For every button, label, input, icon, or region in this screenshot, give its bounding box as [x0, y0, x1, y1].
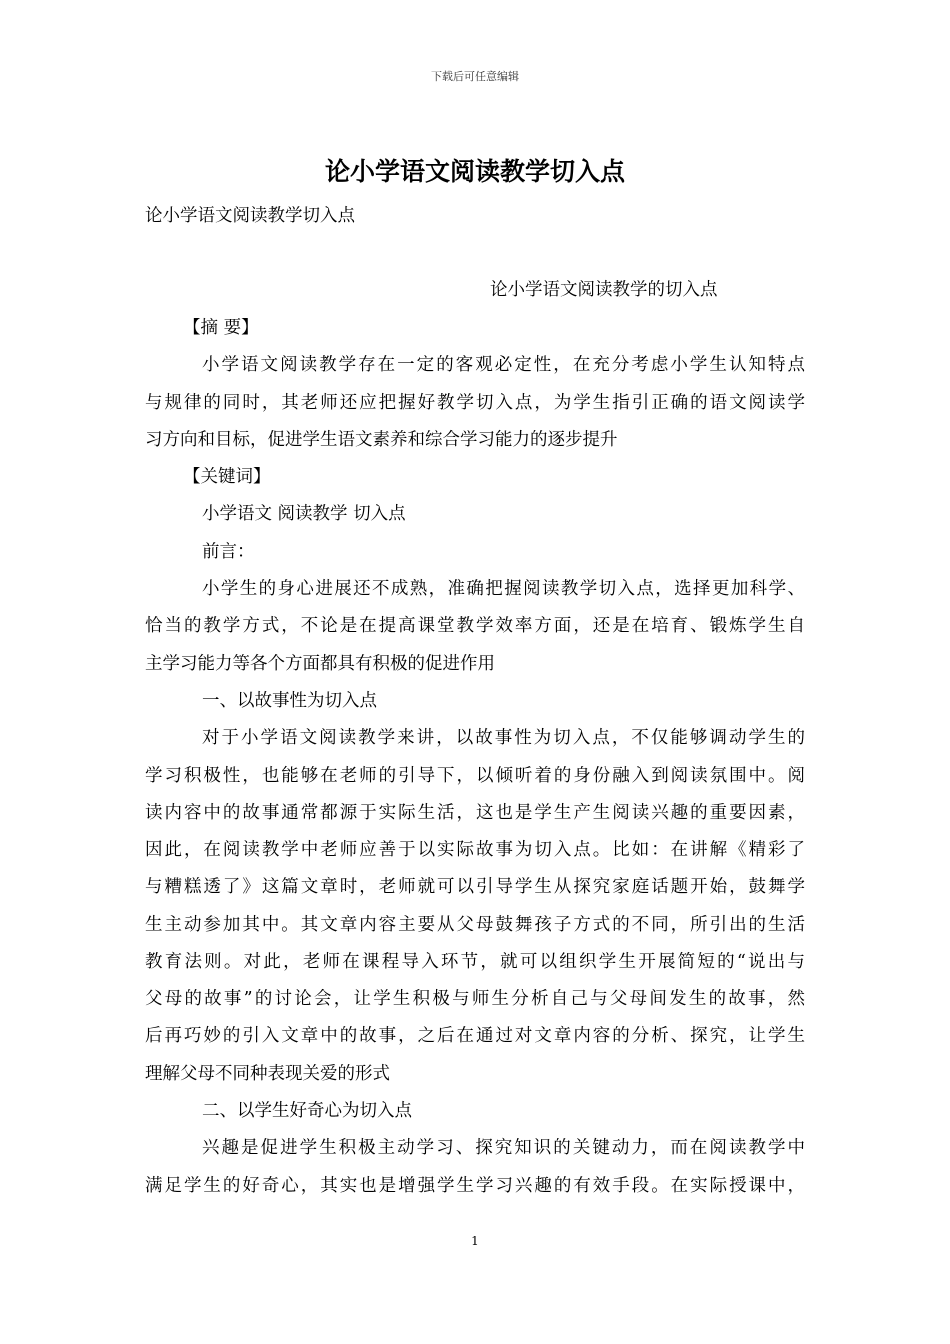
preface-line: 恰当的教学方式，不论是在提高课堂教学效率方面，还是在培育、锻炼学生自 [145, 616, 805, 636]
paragraph-line: 兴趣是促进学生积极主动学习、探究知识的关键动力，而在阅读教学中 [202, 1138, 805, 1158]
subtitle: 论小学语文阅读教学切入点 [145, 206, 355, 226]
document-title: 论小学语文阅读教学切入点 [324, 157, 625, 186]
section-heading: 二、以学生好奇心为切入点 [202, 1101, 412, 1121]
abstract-line: 小学语文阅读教学存在一定的客观必定性，在充分考虑小学生认知特点 [202, 355, 805, 375]
paragraph-line: 理解父母不同种表现关爱的形式 [145, 1064, 390, 1084]
paragraph-line: 因此，在阅读教学中老师应善于以实际故事为切入点。比如：在讲解《精彩了 [145, 840, 805, 860]
paragraph-line: 父母的故事”的讨论会，让学生积极与师生分析自己与父母间发生的故事，然 [145, 989, 805, 1009]
centered-title: 论小学语文阅读教学的切入点 [490, 280, 718, 300]
abstract-line: 与规律的同时，其老师还应把握好教学切入点，为学生指引正确的语文阅读学 [145, 393, 805, 413]
paragraph-line: 对于小学语文阅读教学来讲，以故事性为切入点，不仅能够调动学生的 [202, 728, 805, 748]
abstract-label: 【摘 要】 [183, 318, 259, 338]
section-heading: 一、以故事性为切入点 [202, 691, 377, 711]
keywords: 小学语文 阅读教学 切入点 [202, 504, 406, 524]
page-header: 下载后可任意编辑 [431, 70, 519, 83]
abstract-line: 习方向和目标，促进学生语文素养和综合学习能力的逐步提升 [145, 430, 618, 450]
paragraph-line: 后再巧妙的引入文章中的故事，之后在通过对文章内容的分析、探究，让学生 [145, 1026, 805, 1046]
preface-line: 小学生的身心进展还不成熟，准确把握阅读教学切入点，选择更加科学、 [202, 579, 805, 599]
paragraph-line: 学习积极性，也能够在老师的引导下，以倾听着的身份融入到阅读氛围中。阅 [145, 766, 805, 786]
keywords-label: 【关键词】 [183, 467, 271, 487]
paragraph-line: 读内容中的故事通常都源于实际生活，这也是学生产生阅读兴趣的重要因素， [145, 803, 805, 823]
paragraph-line: 与糟糕透了》这篇文章时，老师就可以引导学生从探究家庭话题开始，鼓舞学 [145, 877, 805, 897]
paragraph-line: 满足学生的好奇心，其实也是增强学生学习兴趣的有效手段。在实际授课中， [145, 1176, 805, 1196]
paragraph-line: 教育法则。对此，老师在课程导入环节，就可以组织学生开展简短的“说出与 [145, 952, 805, 972]
preface-line: 主学习能力等各个方面都具有积极的促进作用 [145, 654, 495, 674]
preface-label: 前言： [202, 542, 255, 562]
paragraph-line: 生主动参加其中。其文章内容主要从父母鼓舞孩子方式的不同，所引出的生活 [145, 915, 805, 935]
page-number: 1 [471, 1234, 479, 1248]
